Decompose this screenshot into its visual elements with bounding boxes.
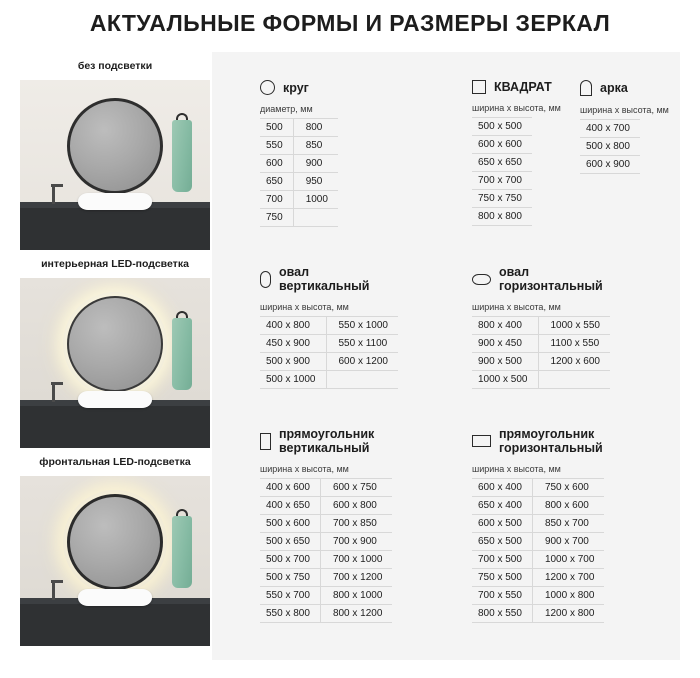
size-cell: 1200 x 600 bbox=[538, 353, 610, 371]
size-table-oval-vertical bbox=[260, 316, 398, 389]
shape-label bbox=[499, 265, 603, 293]
size-cell: 700 x 900 bbox=[320, 533, 392, 551]
size-cell: 800 x 550 bbox=[472, 605, 532, 623]
shape-heading bbox=[472, 427, 604, 455]
column-header: ширина х высота, мм bbox=[472, 464, 561, 474]
size-cell: 550 x 1000 bbox=[326, 317, 398, 335]
size-cell: 600 x 750 bbox=[320, 479, 392, 497]
table-row bbox=[472, 172, 532, 190]
washbasin bbox=[78, 589, 152, 606]
table-row bbox=[260, 191, 338, 209]
size-cell: 500 x 700 bbox=[260, 551, 320, 569]
size-cell: 800 bbox=[293, 119, 338, 137]
size-cell: 700 x 550 bbox=[472, 587, 532, 605]
table-row bbox=[260, 353, 398, 371]
size-cell: 600 x 400 bbox=[472, 479, 532, 497]
size-cell: 750 x 600 bbox=[532, 479, 604, 497]
mirror-frontal-led-photo bbox=[20, 476, 210, 646]
square-icon bbox=[472, 80, 486, 94]
table-row bbox=[472, 533, 604, 551]
size-cell: 450 x 900 bbox=[260, 335, 326, 353]
towel bbox=[172, 516, 192, 588]
size-cell: 550 bbox=[260, 137, 293, 155]
size-cell bbox=[326, 371, 398, 389]
table-row bbox=[472, 587, 604, 605]
size-cell: 500 x 800 bbox=[580, 138, 640, 156]
shape-label-line1: прямоугольник bbox=[499, 427, 595, 441]
size-cell bbox=[293, 209, 338, 227]
size-cell: 700 x 700 bbox=[472, 172, 532, 190]
size-cell: 1000 bbox=[293, 191, 338, 209]
size-cell: 800 x 600 bbox=[532, 497, 604, 515]
table-row bbox=[580, 120, 640, 138]
section-arch bbox=[580, 80, 669, 174]
specs-panel bbox=[212, 52, 680, 660]
size-cell: 600 x 800 bbox=[320, 497, 392, 515]
shape-label-line2: вертикальный bbox=[279, 279, 370, 293]
size-cell: 400 x 800 bbox=[260, 317, 326, 335]
size-cell: 550 x 700 bbox=[260, 587, 320, 605]
oval-vertical-icon bbox=[260, 271, 271, 288]
photo-caption: фронтальная LED-подсветка bbox=[20, 448, 210, 476]
page-title: АКТУАЛЬНЫЕ ФОРМЫ И РАЗМЕРЫ ЗЕРКАЛ bbox=[89, 10, 611, 36]
size-cell: 500 x 1000 bbox=[260, 371, 326, 389]
towel-hook-icon bbox=[176, 113, 188, 120]
size-table-rect-horizontal bbox=[472, 478, 604, 623]
table-row bbox=[580, 138, 640, 156]
size-table-circle bbox=[260, 118, 338, 227]
table-row bbox=[472, 118, 532, 136]
size-cell: 500 x 500 bbox=[472, 118, 532, 136]
table-row bbox=[260, 551, 392, 569]
table-row bbox=[472, 551, 604, 569]
size-cell: 700 bbox=[260, 191, 293, 209]
size-cell: 1000 x 550 bbox=[538, 317, 610, 335]
table-row bbox=[472, 605, 604, 623]
size-cell: 700 x 1000 bbox=[320, 551, 392, 569]
table-row bbox=[260, 515, 392, 533]
size-table-rect-vertical bbox=[260, 478, 392, 623]
size-cell: 500 x 900 bbox=[260, 353, 326, 371]
shape-label: круг bbox=[283, 80, 309, 95]
mirror-no-backlight-photo bbox=[20, 80, 210, 250]
shape-label bbox=[279, 265, 370, 293]
size-cell: 800 x 400 bbox=[472, 317, 538, 335]
size-cell: 500 x 750 bbox=[260, 569, 320, 587]
table-row bbox=[472, 569, 604, 587]
size-cell: 650 x 500 bbox=[472, 533, 532, 551]
size-cell: 1000 x 700 bbox=[532, 551, 604, 569]
shape-heading bbox=[472, 80, 561, 94]
size-cell: 850 x 700 bbox=[532, 515, 604, 533]
round-mirror bbox=[67, 494, 163, 590]
size-cell: 400 x 650 bbox=[260, 497, 320, 515]
size-cell: 750 x 500 bbox=[472, 569, 532, 587]
size-cell: 400 x 700 bbox=[580, 120, 640, 138]
mirror-interior-led-photo bbox=[20, 278, 210, 448]
table-row bbox=[472, 208, 532, 226]
size-cell: 400 x 600 bbox=[260, 479, 320, 497]
size-cell: 900 bbox=[293, 155, 338, 173]
faucet-icon bbox=[52, 582, 55, 600]
column-header: ширина х высота, мм bbox=[472, 103, 561, 113]
faucet-icon bbox=[52, 186, 55, 204]
table-row bbox=[260, 371, 398, 389]
shape-label bbox=[279, 427, 374, 455]
shape-label: арка bbox=[600, 81, 628, 95]
size-cell: 650 x 650 bbox=[472, 154, 532, 172]
towel-hook-icon bbox=[176, 509, 188, 516]
table-row bbox=[472, 154, 532, 172]
photo-block-frontal-led bbox=[20, 448, 210, 646]
size-cell: 1000 x 500 bbox=[472, 371, 538, 389]
section-rect-horizontal bbox=[472, 427, 604, 623]
table-row bbox=[472, 353, 610, 371]
table-row bbox=[472, 136, 532, 154]
shape-label-line1: прямоугольник bbox=[279, 427, 375, 441]
column-header: ширина х высота, мм bbox=[472, 302, 561, 312]
size-cell: 600 x 900 bbox=[580, 156, 640, 174]
washbasin bbox=[78, 193, 152, 210]
size-cell: 800 x 1200 bbox=[320, 605, 392, 623]
photo-caption: без подсветки bbox=[20, 52, 210, 80]
towel bbox=[172, 120, 192, 192]
round-mirror bbox=[67, 98, 163, 194]
section-rect-vertical bbox=[260, 427, 392, 623]
shape-heading bbox=[472, 265, 610, 293]
size-cell: 550 x 1100 bbox=[326, 335, 398, 353]
size-table-square bbox=[472, 117, 532, 226]
shape-label-line1: овал bbox=[279, 265, 310, 279]
size-cell: 750 bbox=[260, 209, 293, 227]
photo-block-interior-led bbox=[20, 250, 210, 448]
size-cell: 650 bbox=[260, 173, 293, 191]
faucet-icon bbox=[52, 384, 55, 402]
rectangle-vertical-icon bbox=[260, 433, 271, 450]
shape-label: КВАДРАТ bbox=[494, 80, 552, 94]
shape-heading bbox=[580, 80, 669, 96]
size-cell: 500 bbox=[260, 119, 293, 137]
size-cell: 1100 x 550 bbox=[538, 335, 610, 353]
table-row bbox=[260, 155, 338, 173]
size-cell: 1200 x 800 bbox=[532, 605, 604, 623]
shape-label-line2: вертикальный bbox=[279, 441, 370, 455]
column-header: ширина х высота, мм bbox=[260, 302, 349, 312]
arch-icon bbox=[580, 80, 592, 96]
size-cell: 800 x 1000 bbox=[320, 587, 392, 605]
size-cell: 600 bbox=[260, 155, 293, 173]
table-row bbox=[472, 515, 604, 533]
section-oval-vertical bbox=[260, 265, 398, 389]
circle-icon bbox=[260, 80, 275, 95]
column-header: ширина х высота, мм bbox=[260, 464, 349, 474]
table-row bbox=[472, 479, 604, 497]
section-square bbox=[472, 80, 561, 226]
round-mirror bbox=[67, 296, 163, 392]
column-header: ширина х высота, мм bbox=[580, 105, 669, 115]
size-cell: 650 x 400 bbox=[472, 497, 532, 515]
size-cell: 1200 x 700 bbox=[532, 569, 604, 587]
table-row bbox=[580, 156, 640, 174]
size-cell: 1000 x 800 bbox=[532, 587, 604, 605]
size-cell: 700 x 850 bbox=[320, 515, 392, 533]
photo-block-no-backlight bbox=[20, 52, 210, 250]
table-row bbox=[260, 317, 398, 335]
size-table-arch bbox=[580, 119, 640, 174]
table-row bbox=[260, 173, 338, 191]
shape-heading bbox=[260, 80, 338, 95]
size-cell: 900 x 450 bbox=[472, 335, 538, 353]
towel bbox=[172, 318, 192, 390]
table-row bbox=[260, 209, 338, 227]
towel-hook-icon bbox=[176, 311, 188, 318]
size-cell: 900 x 500 bbox=[472, 353, 538, 371]
shape-label-line1: овал bbox=[499, 265, 530, 279]
size-cell: 800 x 800 bbox=[472, 208, 532, 226]
photo-column bbox=[20, 52, 210, 660]
table-row bbox=[260, 119, 338, 137]
table-row bbox=[260, 533, 392, 551]
washbasin bbox=[78, 391, 152, 408]
shape-label bbox=[499, 427, 603, 455]
table-row bbox=[260, 497, 392, 515]
size-cell: 700 x 500 bbox=[472, 551, 532, 569]
rectangle-horizontal-icon bbox=[472, 435, 491, 447]
shape-heading bbox=[260, 265, 398, 293]
table-row bbox=[260, 587, 392, 605]
section-circle bbox=[260, 80, 338, 227]
size-cell: 950 bbox=[293, 173, 338, 191]
table-row bbox=[260, 605, 392, 623]
size-cell: 700 x 1200 bbox=[320, 569, 392, 587]
column-header: диаметр, мм bbox=[260, 104, 313, 114]
size-cell: 750 x 750 bbox=[472, 190, 532, 208]
shape-label-line2: горизонтальный bbox=[499, 279, 603, 293]
size-cell: 600 x 1200 bbox=[326, 353, 398, 371]
table-row bbox=[472, 190, 532, 208]
size-cell: 500 x 600 bbox=[260, 515, 320, 533]
table-row bbox=[260, 335, 398, 353]
table-row bbox=[472, 335, 610, 353]
table-row bbox=[472, 371, 610, 389]
table-row bbox=[260, 569, 392, 587]
oval-horizontal-icon bbox=[472, 274, 491, 285]
size-table-oval-horizontal bbox=[472, 316, 610, 389]
size-cell: 600 x 600 bbox=[472, 136, 532, 154]
size-cell bbox=[538, 371, 610, 389]
photo-caption: интерьерная LED-подсветка bbox=[20, 250, 210, 278]
shape-label-line2: горизонтальный bbox=[499, 441, 603, 455]
table-row bbox=[260, 137, 338, 155]
size-cell: 850 bbox=[293, 137, 338, 155]
shape-heading bbox=[260, 427, 392, 455]
table-row bbox=[472, 317, 610, 335]
section-oval-horizontal bbox=[472, 265, 610, 389]
size-cell: 900 x 700 bbox=[532, 533, 604, 551]
table-row bbox=[472, 497, 604, 515]
table-row bbox=[260, 479, 392, 497]
size-cell: 550 x 800 bbox=[260, 605, 320, 623]
size-cell: 600 x 500 bbox=[472, 515, 532, 533]
size-cell: 500 x 650 bbox=[260, 533, 320, 551]
